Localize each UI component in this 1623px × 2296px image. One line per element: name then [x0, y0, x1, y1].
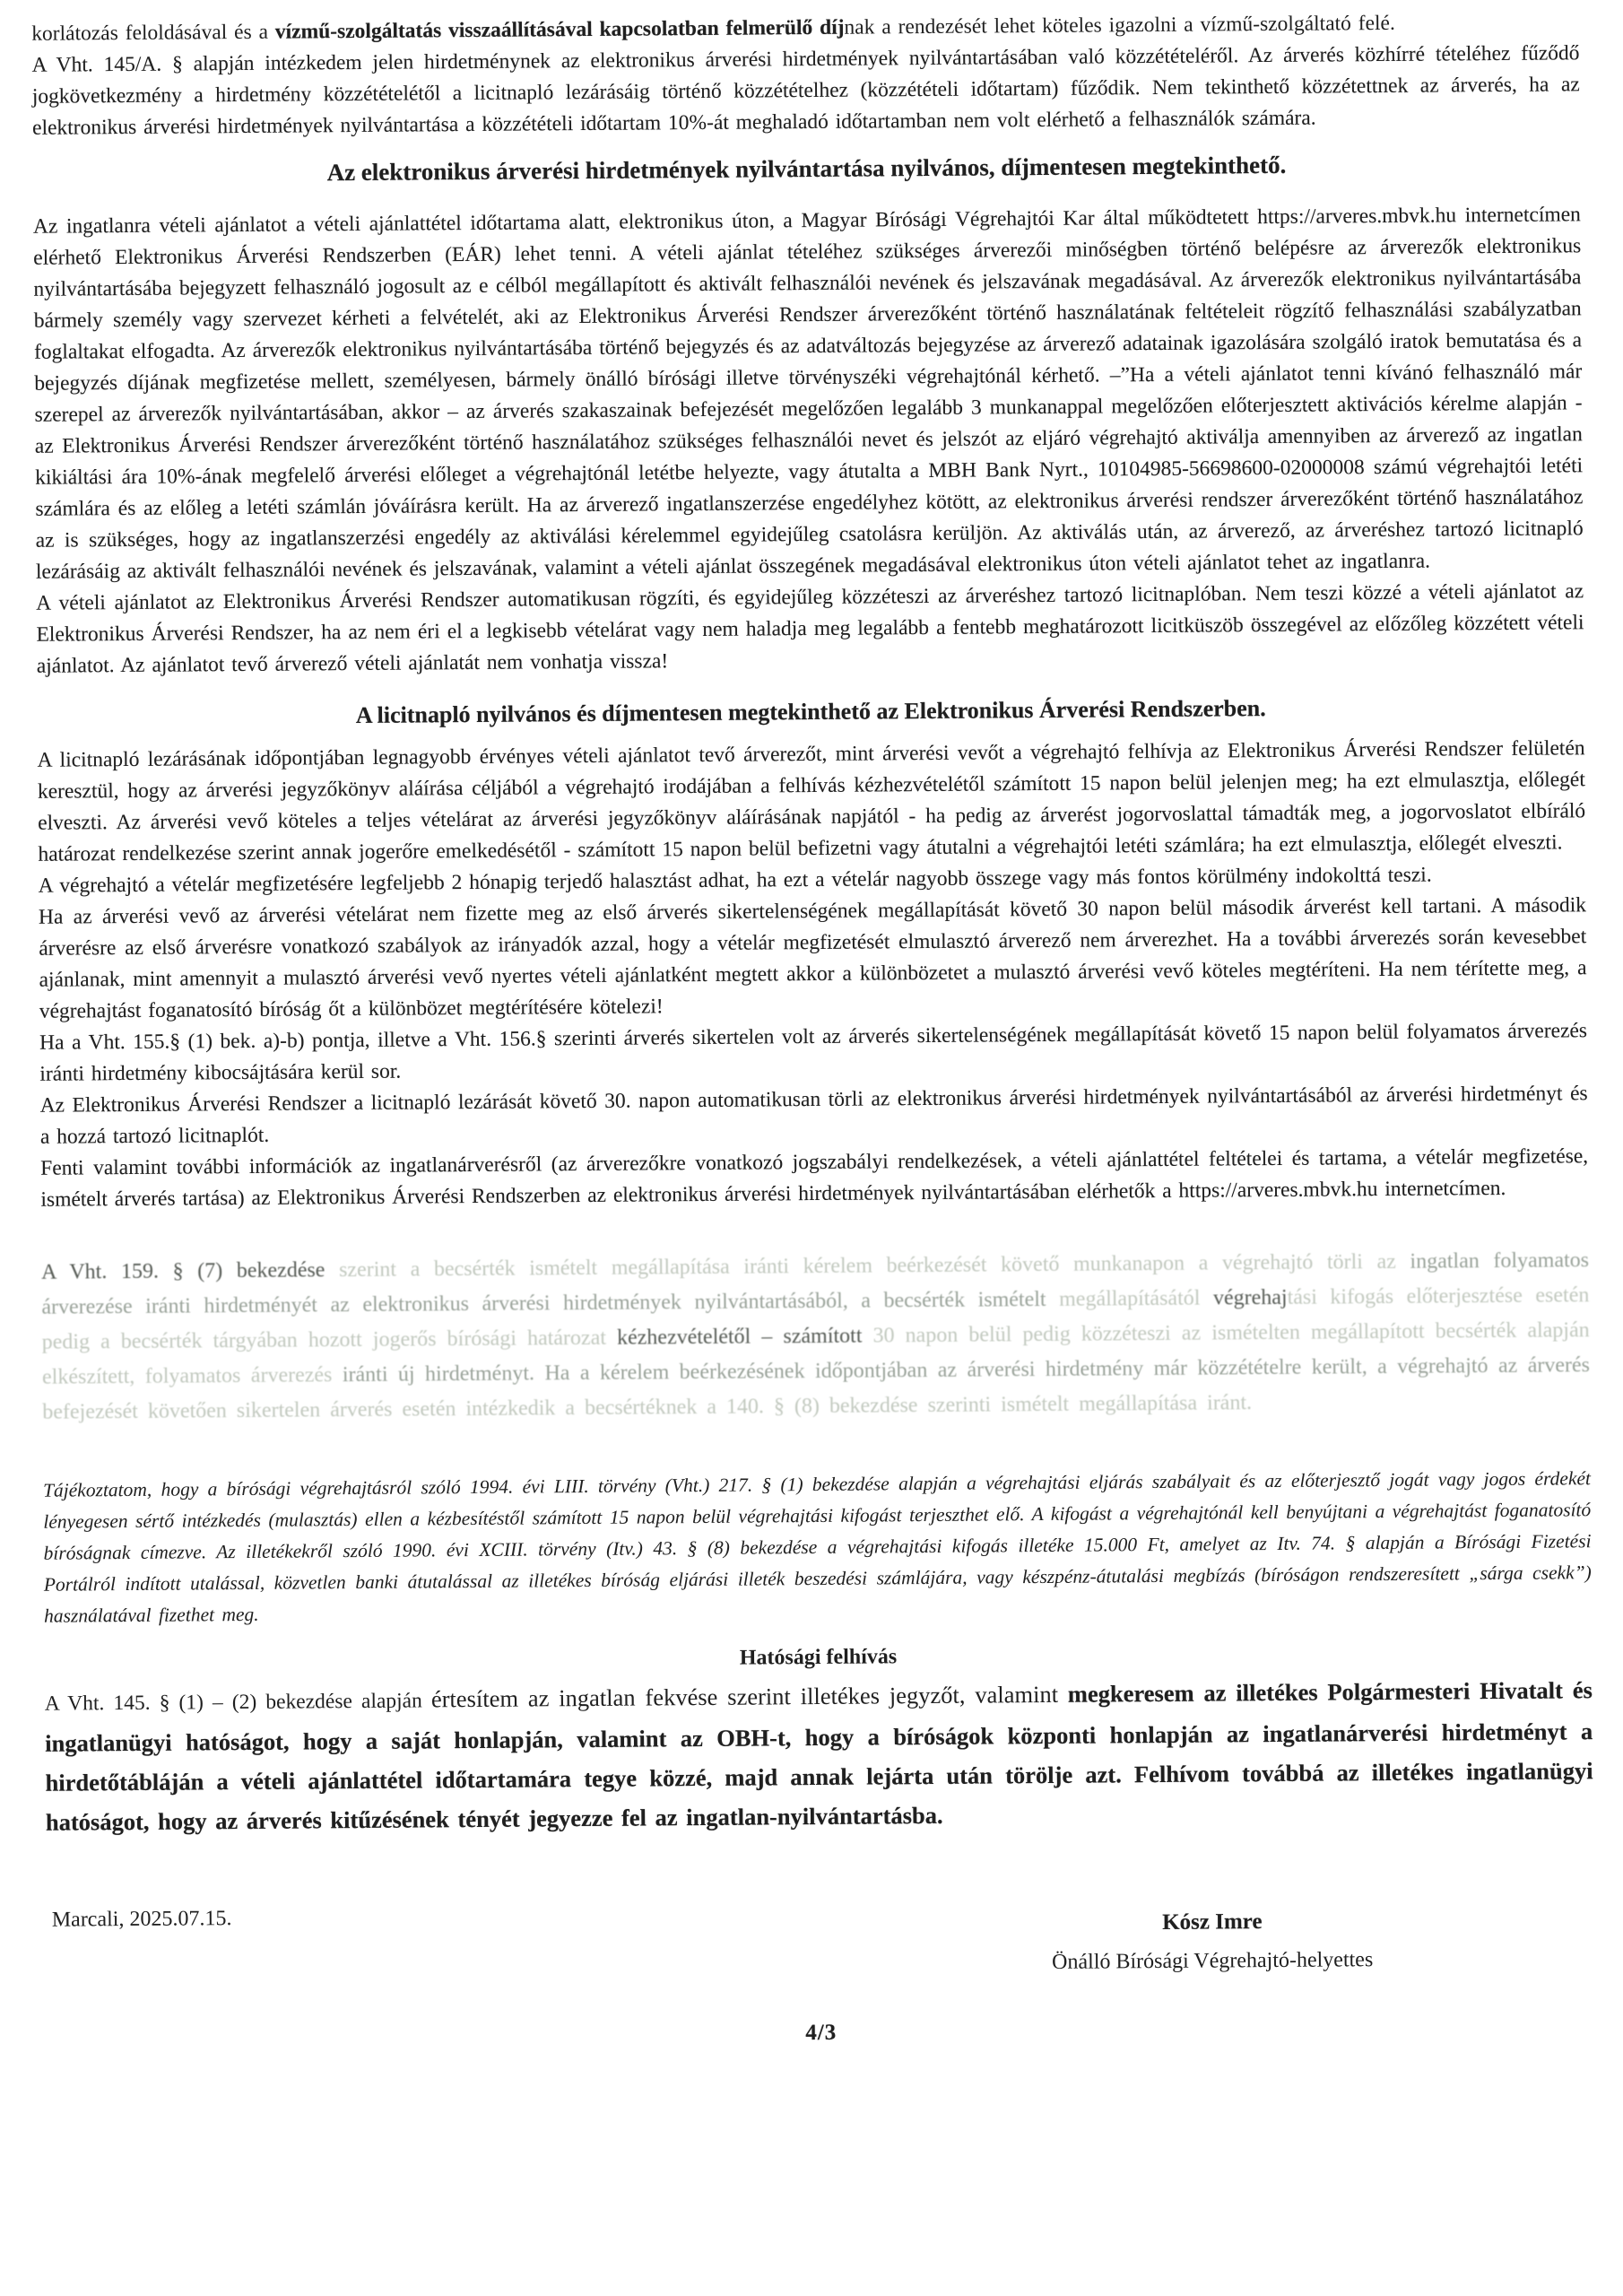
document-body: [31, 6, 1593, 1841]
text-run: végrehaj: [1212, 1285, 1288, 1310]
text-run: befejezését követően sikertelen árverés esetén intézkedik a becsértéknek a 140. § (8) bekezdése szerinti ismételt megállapítása iránt.: [42, 1391, 1253, 1424]
paragraph: [43, 1463, 1592, 1632]
paragraph: [40, 1141, 1588, 1216]
text-run: Az ingatlanra vételi ajánlatot a vételi ajánlattétel időtartama alatt, elektronikus úton, a Magyar Bírósági Végrehajtói Kar által működtetett https://arveres.mbvk.hu internetcímen elérhető Elektronikus Árverési Rendszerben (EÁR) lehet tenni. A vételi ajánlat tételéhez szükséges árverezői minőségben történő belépésre az árverezők elektronikus nyilvántartásába bejegyzett felhasználó jogosult az e célból megállapított és aktivált felhasználói nevének és jelszavának megadásával. Az árverezők elektronikus nyilvántartásába bármely személy vagy szervezet kérheti a felvételét, aki az Elektronikus Árverési Rendszer árverezőként történő használatának feltételeit rögzítő felhasználási szabályzatban foglaltakat elfogadta. Az árverezők elektronikus nyilvántartásába történő bejegyzés és az adatváltozás bejegyzése az árverező adatainak igazolására szolgáló iratok bemutatása és a bejegyzés díjának megfizetése mellett, személyesen, bármely önálló bírósági illetve törvényszéki végrehajtónál kérhető. –”Ha a vételi ajánlatot tenni kívánó felhasználó már szerepel az árverezők nyilvántartásában, akkor – az árverés szakaszainak befejezését megelőzően legalább 3 munkanappal megelőzően előterjesztett aktivációs kérelme alapján - az Elektronikus Árverési Rendszer árverezőként történő használatához szükséges felhasználói nevet és jelszót az eljáró végrehajtó aktiválja amennyiben az árverező az ingatlan kikiáltási ára 10%-ának megfelelő árverési előleget a végrehajtónál letétbe helyezte, vagy átutalta a MBH Bank Nyrt., 10104985-56698600-02000008 számú végrehajtói letéti számlára és az előleg a letéti számlán jóváírásra került. Ha az árverező ingatlanszerzése engedélyhez kötött, az elektronikus árverési rendszer árverezőként történő használatához az is szükséges, hogy az ingatlanszerzési engedély az aktiválási kérelemmel egyidejűleg csatolásra kerüljön. Az aktiválás után, az árverező, az árveréshez tartozó licitnapló lezárásáig az aktivált felhasználói nevének és jelszavának, valamint a vételi ajánlat összegének megadásával elektronikus úton vételi ajánlatot tehet az ingatlanra.: [32, 203, 1584, 584]
text-run: Ha az árverési vevő az árverési vételárat nem fizette meg az első árverés sikertelenségének megállapítását követő 30 napon belül második árverést kell tartani. A második árverésre az első árverésre vonatkozó szabályok az irányadók azzal, hogy a vételár megfizetését elmulasztó árverező nem árverezhet. Ha a további árverezés során kevesebbet ajánlanak, mint amennyit a mulasztó árverési vevő nyertes vételi ajánlatként megtett akkor a különbözetet a mulasztó árverési vevő köteles megtéríteni. Ha nem térítette meg, a végrehajtást foganatosító bíróság őt a különbözet megtérítésére kötelezi!: [38, 893, 1587, 1023]
section-heading: [37, 691, 1584, 733]
text-run: 30 napon belül pedig közzéteszi az ismételten megállapított becsérték alapján elkészített, folyamatos árverezés: [41, 1318, 1590, 1389]
text-run: Ha a Vht. 155.§ (1) bek. a)-b) pontja, illetve a Vht. 156.§ szerinti árverés sikertelen volt az árverés sikertelenségének megállapítását követő 15 napon belül folyamatos árverezés iránti hirdetmény kibocsájtására kerül sor.: [39, 1019, 1588, 1086]
text-run: korlátozás feloldásával és a: [31, 20, 275, 46]
text-run: vízmű-szolgáltatás visszaállításával kapcsolatban felmerülő díj: [274, 15, 845, 44]
text-run: Az elektronikus árverési hirdetmények nyilvántartása nyilvános, díjmentesen megtekinthető.: [326, 151, 1287, 187]
paragraph: [40, 1078, 1588, 1153]
paragraph: [37, 733, 1585, 871]
text-run: A vételi ajánlatot az Elektronikus Árverési Rendszer automatikusan rögzíti, és egyidejűleg közzéteszi az árveréshez tartozó licitnaplóban. Nem teszi közzé a vételi ajánlatot az Elektronikus Árverési Rendszer, ha az nem éri el a legkisebb vételárat vagy nem haladja meg legalább a fentebb meghatározott licitküszöb összegével az előzőleg közzétett vételi ajánlatot. Az ajánlatot tevő árverező vételi ajánlatát nem vonhatja vissza!: [36, 579, 1584, 678]
text-run: tási kifogás előterjesztése esetén pedig a becsérték tárgyában hozott jogerős bírósági határozat: [41, 1283, 1590, 1354]
paragraph: [39, 1015, 1587, 1091]
paragraph: [41, 1243, 1590, 1431]
text-run: megkeresem az illetékes Polgármesteri Hivatalt és ingatlanügyi hatóságot, hogy a saját honlapján, valamint az OBH-t, hogy a bíróságok központi honlapján az ingatlanárverési hirdetményt a hirdetőtábláján a vételi ajánlattétel időtartamára tegye közzé, majd annak lejárta után törölje azt. Felhívom továbbá az illetékes ingatlanügyi hatóságot, hogy az árverés kitűzésének tényét jegyezze fel az ingatlan-nyilvántartásba.: [45, 1676, 1593, 1836]
signatory-title: Önálló Bírósági Végrehajtó-helyettes: [1052, 1948, 1374, 1974]
section-heading: [44, 1638, 1592, 1677]
text-run: Tájékoztatom, hogy a bírósági végrehajtásról szóló 1994. évi LIII. törvény (Vht.) 217. § (1) bekezdése alapján a végrehajtási eljárás szabályait és az előterjesztő jogát vagy jogos érdekét lényegesen sértő intézkedés (mulasztás) ellen a kézbesítéstől számított 15 napon belül végrehajtási kifogást terjeszthet elő. A kifogást a végrehajtónál kell benyújtani a végrehajtást foganatosító bíróságnak címezve. Az illetékekről szóló 1990. évi XCIII. törvény (Itv.) 43. § (8) bekezdése a végrehajtási kifogás illetéke 15.000 Ft, amelyet az Itv. 74. § alapján a Bírósági Fizetési Portálról indított utalással, közvetlen banki átutalással az illetékes bíróság eljárási illeték beszedési számlájára, vagy készpénz-átutalási megbízás (bíróságon rendszeresített „sárga csekk”) használatával fizethet meg.: [42, 1467, 1592, 1627]
text-run: A Vht. 159. § (7) bekezdése: [41, 1258, 340, 1284]
paragraph: [36, 576, 1584, 683]
section-heading: [32, 148, 1580, 190]
text-run: A Vht. 145. § (1) – (2) bekezdése alapján: [44, 1689, 432, 1716]
text-run: kézhezvételétől – számított: [616, 1324, 873, 1350]
text-run: Fenti valamint további információk az ingatlanárverésről (az árverezőkre vonatkozó jogszabályi rendelkezések, a vételi ajánlattétel feltételei és tartama, a vételár megfizetése, ismételt árverés tartása) az Elektronikus Árverési Rendszerben az elektronikus árverési hirdetmények nyilvántartásában elérhetők a https://arveres.mbvk.hu internetcímen.: [40, 1144, 1589, 1212]
text-run: szerint a becsérték ismételt megállapítása iránti kérelem beérkezését követő munkanapon a végrehajtó törli az: [338, 1249, 1410, 1283]
signature: [854, 1907, 1572, 1976]
text-run: Hatósági felhívás: [739, 1645, 898, 1670]
paragraph: [39, 890, 1587, 1028]
paragraph: [31, 38, 1580, 144]
signatory-name: Kósz Imre: [1162, 1909, 1263, 1935]
text-run: A licitnapló nyilvános és díjmentesen megtekinthető az Elektronikus Árverési Rendszerben.: [355, 695, 1266, 728]
place-date: Marcali, 2025.07.15.: [51, 1907, 232, 1932]
paragraph: [45, 1670, 1593, 1842]
text-run: értesítem az ingatlan fekvése szerint illetékes jegyzőt, valamint: [430, 1680, 1068, 1713]
paragraph: [33, 199, 1584, 588]
text-run: Az Elektronikus Árverési Rendszer a licitnapló lezárását követő 30. napon automatikusan törli az elektronikus árverési hirdetmények nyilvántartásából az árverési hirdetményt és a hozzá tartozó licitnaplót.: [39, 1082, 1588, 1149]
text-run: A licitnapló lezárásának időpontjában legnagyobb érvényes vételi ajánlatot tevő árverezőt, mint árverési vevőt a végrehajtó felhívja az Elektronikus Árverési Rendszer felületén keresztül, hogy az árverési jegyzőkönyv aláírása céljából a végrehajtó irodájában a felhívás kézhezvételétől számított 15 napon belül jelenjen meg; ha ezt elmulasztja, előlegét elveszti. Az árverési vevő köteles a teljes vételárat az árverési jegyzőkönyv aláírásának napjától - ha pedig az árverést jogorvoslattal támadták meg, a jogorvoslatot elbíráló határozat rendelkezése szerint annak jogerőre emelkedésétől - számított 15 napon belül befizetni vagy átutalni a végrehajtói letéti számlára; ha ezt elmulasztja, előlegét elveszti.: [37, 736, 1586, 866]
text-run: megállapításától: [1059, 1286, 1214, 1311]
text-run: ingatlan folyamatos árverezése iránti hirdetményét az elektronikus árverési hirdetmények nyilvántartásából, a becsérték ismételt: [41, 1248, 1590, 1319]
text-run: nak a rendezését lehet köteles igazolni a vízmű-szolgáltató felé.: [844, 11, 1395, 39]
signature-block: [47, 1894, 1595, 2007]
document-content: [31, 6, 1595, 2051]
page-number: 4/3: [805, 2020, 838, 2046]
text-run: A Vht. 145/A. § alapján intézkedem jelen hirdetménynek az elektronikus árverési hirdetmények nyilvántartásában való közzétételéről. Az árverés közhírré tételéhez fűződő jogkövetkezmény a hirdetmény közzétételétől a licitnapló lezárásáig történő közzétételhez (közzétételi időtartam) fűződik. Nem tekinthető közzétettnek az árverés, ha az elektronikus árverési hirdetmények nyilvántartása a közzétételi időtartam 10%-át meghaladó időtartamban nem volt elérhető a felhasználók számára.: [31, 41, 1580, 140]
text-run: iránti új hirdetményt. Ha a kérelem beérkezésének időpontjában az árverési hirdetmény már közzétételre került, a végrehajtó az árverés: [342, 1353, 1591, 1387]
text-run: A végrehajtó a vételár megfizetésére legfeljebb 2 hónapig terjedő halasztást adhat, ha ezt a vételár nagyobb összege vagy más fontos körülmény indokolttá teszi.: [38, 863, 1432, 898]
